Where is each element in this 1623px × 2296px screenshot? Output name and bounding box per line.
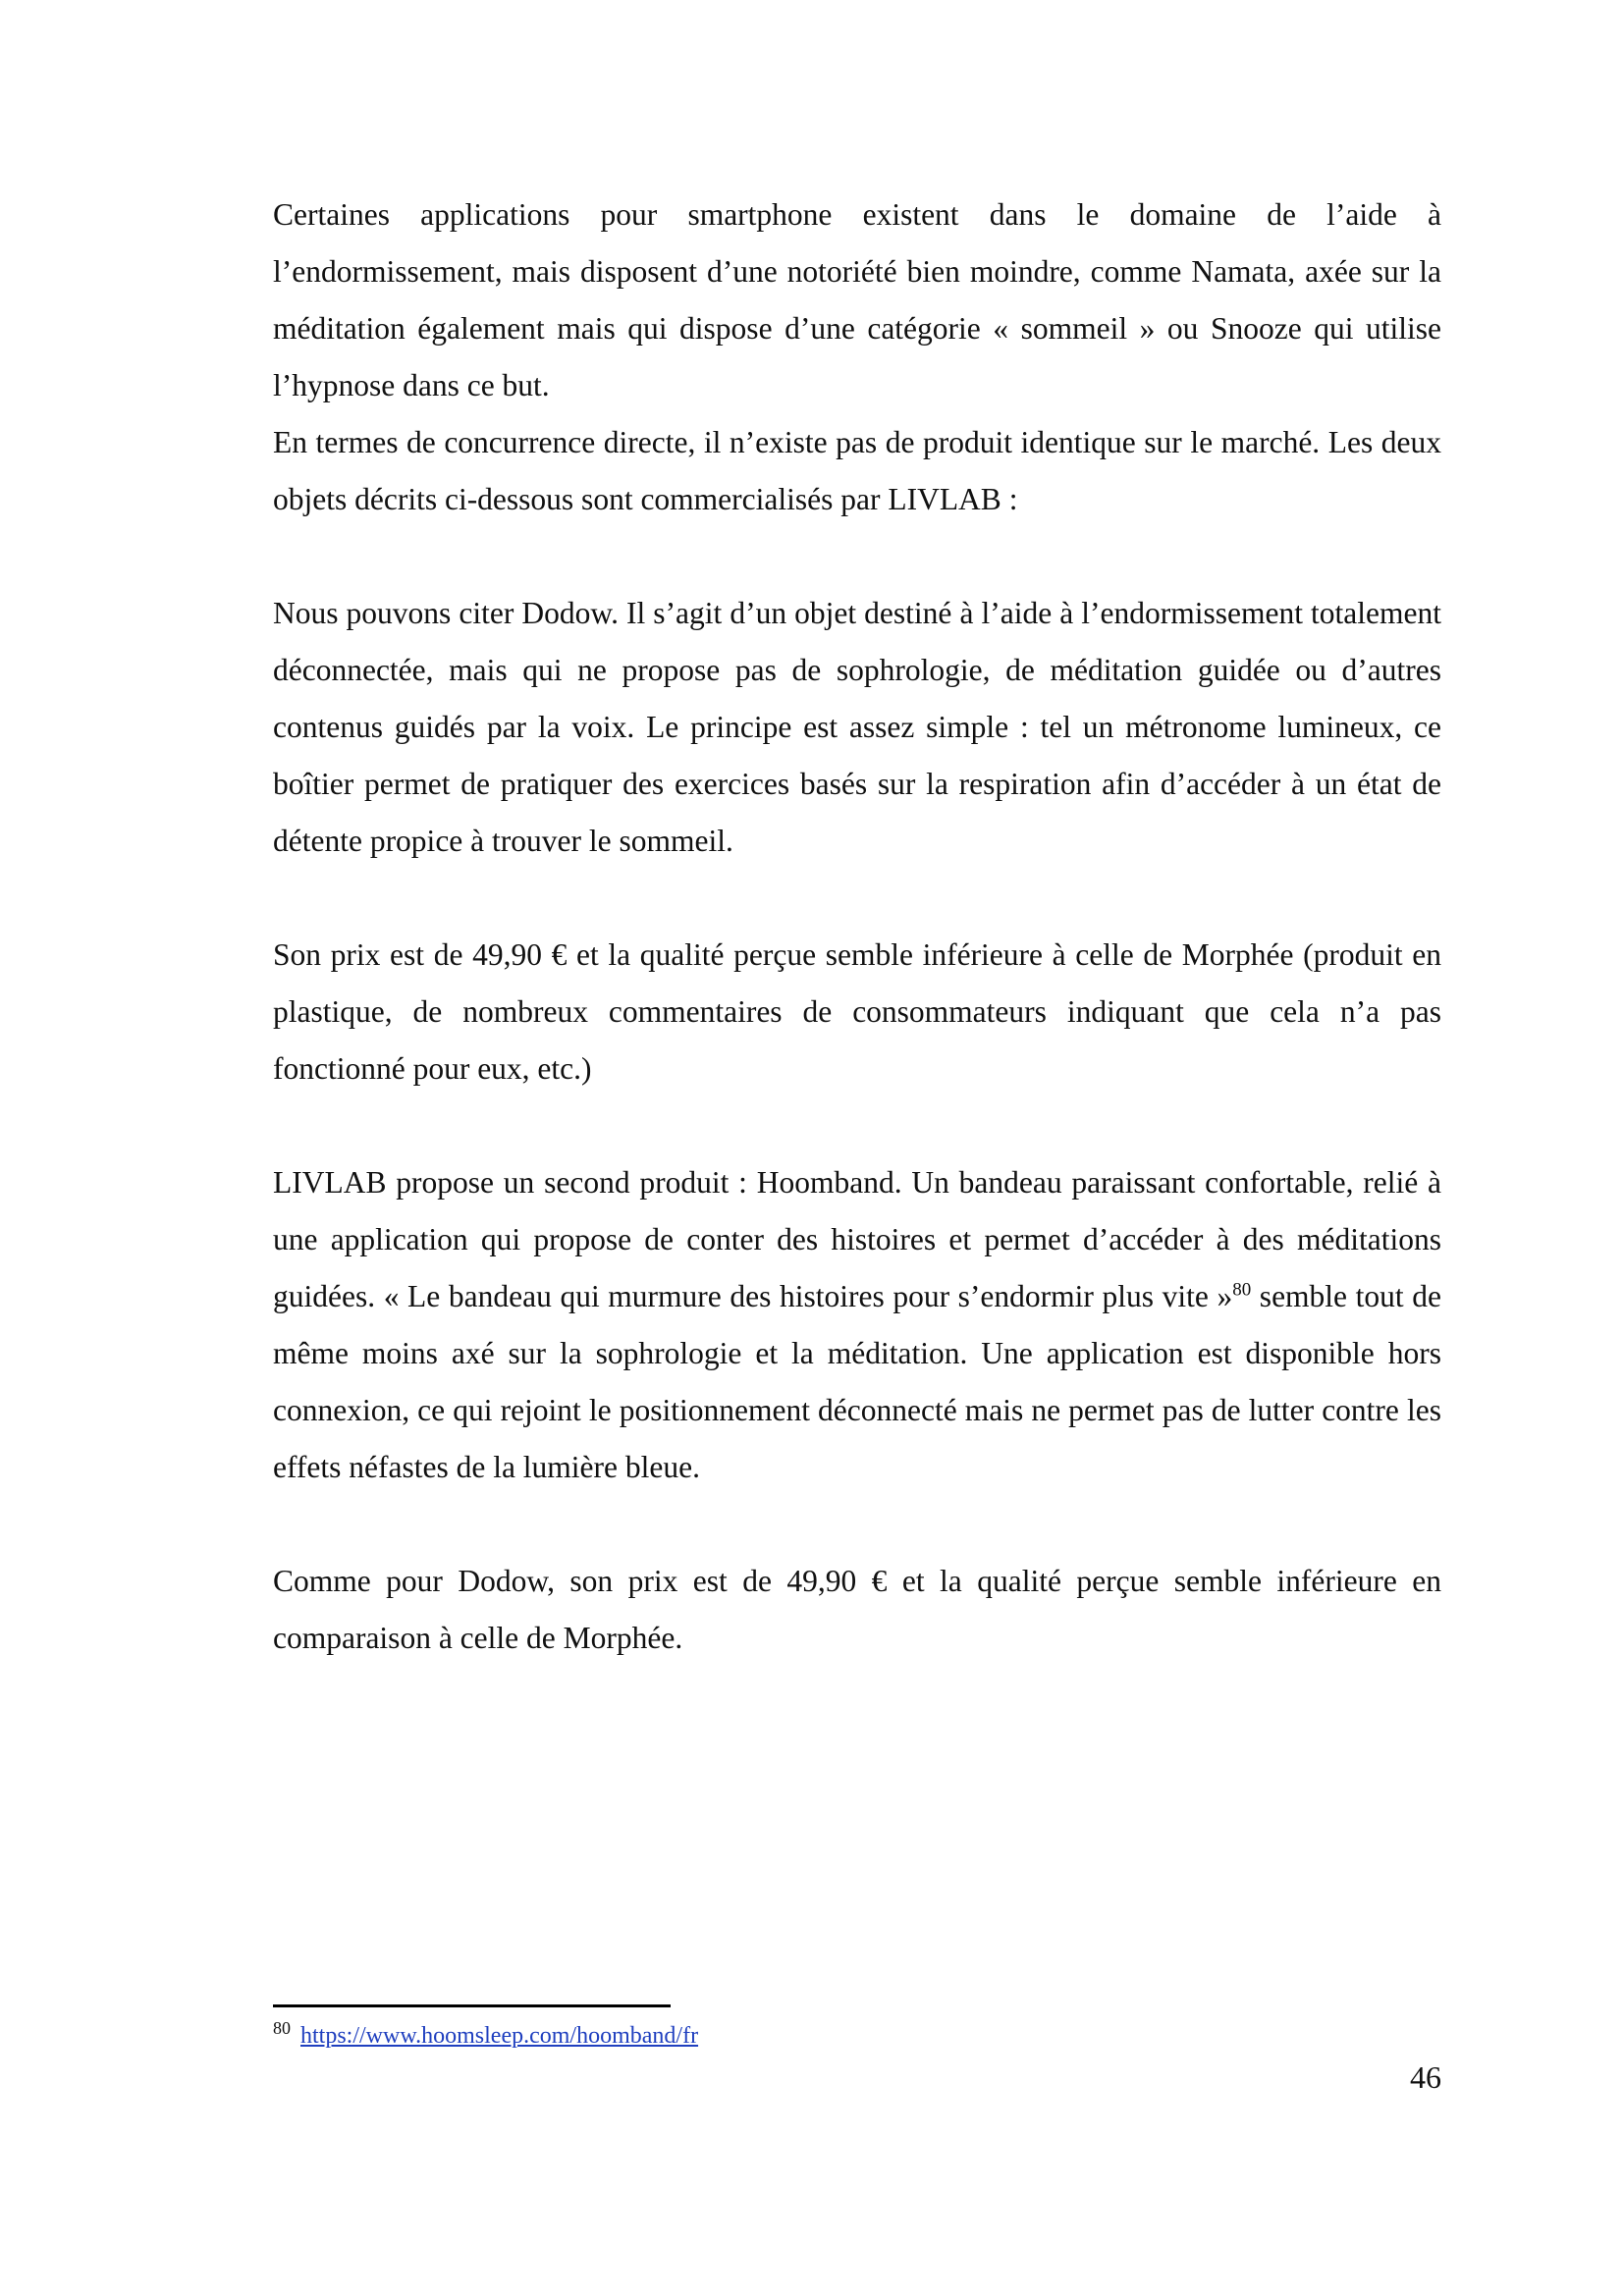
paragraph-dodow-price: Son prix est de 49,90 € et la qualité perçue semble inférieure à celle de Morphée (produit en plastique, de nombreux commentaires de consommateurs indiquant que cela n’a pas fonctionné pour eux, etc.) bbox=[273, 937, 1441, 1086]
paragraph-hoomband bbox=[273, 1154, 1441, 1496]
paragraph-dodow: Nous pouvons citer Dodow. Il s’agit d’un objet destiné à l’aide à l’endormissement totalement déconnectée, mais qui ne propose pas de sophrologie, de méditation guidée ou d’autres contenus guidés par la voix. Le principe est assez simple : tel un métronome lumineux, ce boîtier permet de pratiquer des exercices basés sur la respiration afin d’accéder à un état de détente propice à trouver le sommeil. bbox=[273, 596, 1441, 858]
spacer bbox=[273, 528, 1441, 585]
hoomband-text-start: LIVLAB propose un second produit : Hoomband. Un bandeau paraissant confortable, relié à une application qui propose de conter des histoires et permet d’accéder à des méditations guidées. « Le bandeau qui murmure des histoires pour s’endormir plus vite » bbox=[273, 1165, 1441, 1313]
hoomband-text-end: semble tout de même moins axé sur la sophrologie et la méditation. Une application est disponible hors connexion, ce qui rejoint le positionnement déconnecté mais ne permet pas de lutter contre les effets néfastes de la lumière bleue. bbox=[273, 1279, 1441, 1484]
footnote bbox=[273, 2019, 1441, 2053]
page-number: 46 bbox=[1410, 2059, 1441, 2095]
footnote-link[interactable]: https://www.hoomsleep.com/hoomband/fr bbox=[300, 2023, 699, 2049]
paragraph-apps: Certaines applications pour smartphone existent dans le domaine de l’aide à l’endormissement, mais disposent d’une notoriété bien moindre, comme Namata, axée sur la méditation également mais qui dispose d’une catégorie « sommeil » ou Snooze qui utilise l’hypnose dans ce but. bbox=[273, 197, 1441, 402]
footnote-number: 80 bbox=[273, 2018, 291, 2038]
footnote-separator bbox=[273, 2004, 671, 2007]
spacer bbox=[273, 870, 1441, 927]
paragraph-hoomband-price: Comme pour Dodow, son prix est de 49,90 € et la qualité perçue semble inférieure en comparaison à celle de Morphée. bbox=[273, 1564, 1441, 1655]
spacer bbox=[273, 1097, 1441, 1154]
spacer bbox=[273, 1496, 1441, 1553]
main-text bbox=[273, 187, 1441, 1667]
paragraph-competition: En termes de concurrence directe, il n’existe pas de produit identique sur le marché. Les deux objets décrits ci-dessous sont commercialisés par LIVLAB : bbox=[273, 425, 1441, 516]
footnote-reference[interactable]: 80 bbox=[1232, 1279, 1252, 1301]
